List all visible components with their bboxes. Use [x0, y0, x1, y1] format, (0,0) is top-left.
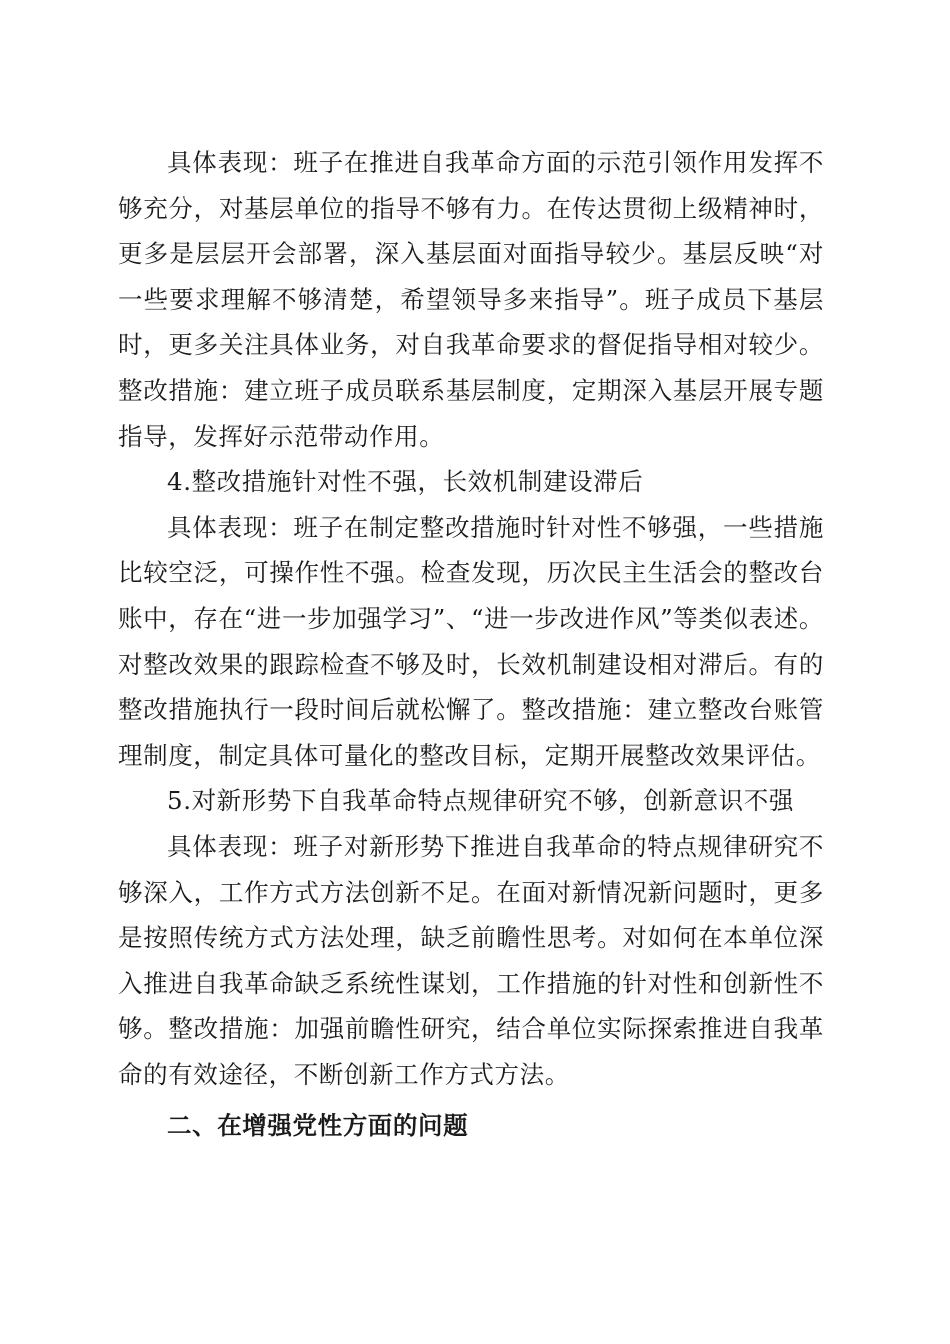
- paragraph-innovation: 具体表现：班子对新形势下推进自我革命的特点规律研究不够深入，工作方式方法创新不足。在面对新情况新问题时，更多是按照传统方式方法处理，缺乏前瞻性思考。对如何在本单位深入推进自我革命缺乏系统性谋划，工作措施的针对性和创新性不够。整改措施：加强前瞻性研究，结合单位实际探索推进自我革命的有效途径，不断创新工作方式方法。: [118, 831, 824, 1089]
- paragraph-rectification-measures: 具体表现：班子在制定整改措施时针对性不够强，一些措施比较空泛，可操作性不强。检查发现，历次民主生活会的整改台账中，存在“进一步加强学习”、“进一步改进作风”等类似表述。对整改效果的跟踪检查不够及时，长效机制建设相对滞后。有的整改措施执行一段时间后就松懈了。整改措施：建立整改台账管理制度，制定具体可量化的整改目标，定期开展整改效果评估。: [118, 512, 824, 770]
- section-heading-party-spirit: 二、在增强党性方面的问题: [167, 1111, 469, 1141]
- document-body: [118, 140, 824, 1149]
- subheading-rectification-measures: 4.整改措施针对性不强，长效机制建设滞后: [167, 467, 644, 497]
- subheading-innovation: 5.对新形势下自我革命特点规律研究不够，创新意识不强: [167, 786, 794, 816]
- paragraph-leadership-guidance: 具体表现：班子在推进自我革命方面的示范引领作用发挥不够充分，对基层单位的指导不够有力。在传达贯彻上级精神时，更多是层层开会部署，深入基层面对面指导较少。基层反映“对一些要求理解不够清楚，希望领导多来指导”。班子成员下基层时，更多关注具体业务，对自我革命要求的督促指导相对较少。整改措施：建立班子成员联系基层制度，定期深入基层开展专题指导，发挥好示范带动作用。: [118, 148, 824, 451]
